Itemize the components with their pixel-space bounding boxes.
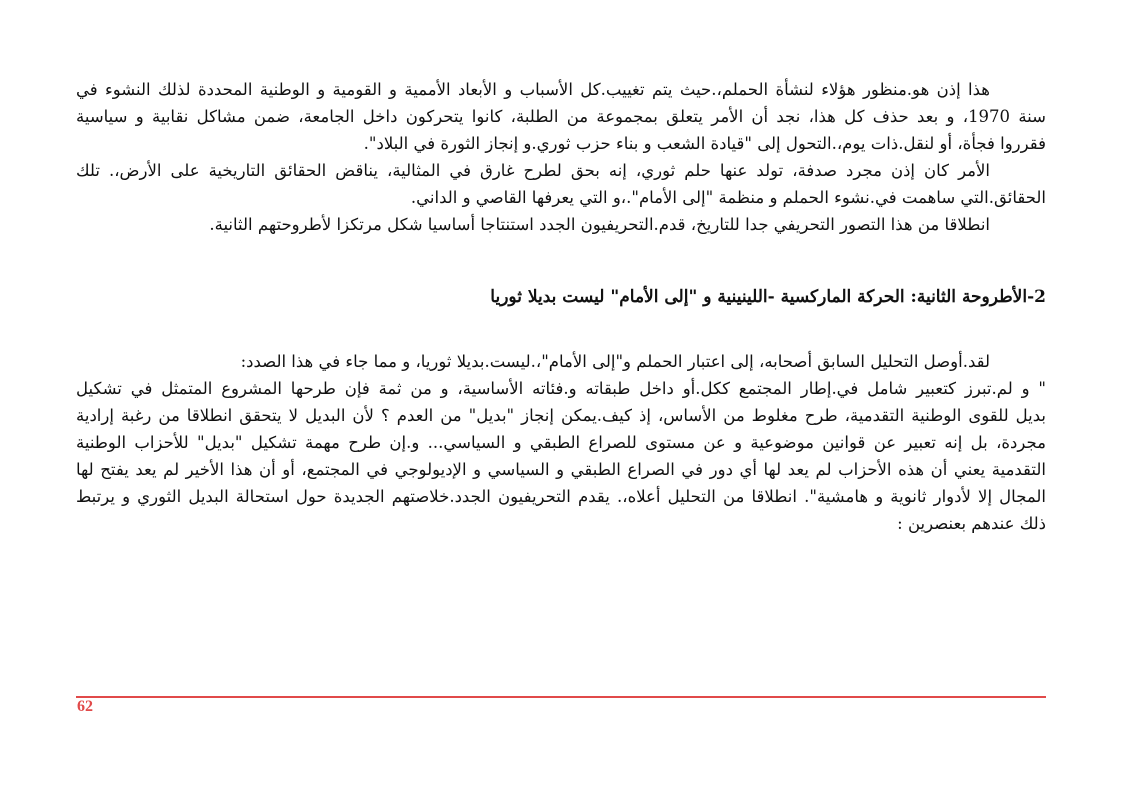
paragraph — [76, 211, 1046, 238]
section-heading-block — [76, 282, 1046, 312]
text-line: ذلك عندهم بعنصرين : — [897, 514, 1046, 533]
text-line: التقدمية يعني أن هذه الأحزاب لم يعد لها أي دور في الصراع الطبقي و السياسي و الإديولوجي في المجتمع، أو أن هذا الأخير لم يعد يفتح لها — [76, 460, 1046, 479]
page-number: 62 — [77, 698, 93, 715]
text-line: سنة 1970، و بعد حذف كل هذا، نجد أن الأمر يتعلق بمجموعة من الطلبة، كانوا يتحركون داخل الجامعة، ضمن مشاكل نقابية و سياسية — [76, 107, 1046, 126]
text-line: الحقائق.التي ساهمت في.نشوء الحملم و منظمة "إلى الأمام".،و التي يعرفها القاصي و الداني. — [410, 188, 1046, 207]
quote-paragraph — [76, 375, 1046, 537]
text-line: " و لم.تبرز كتعبير شامل في.إطار المجتمع ككل.أو داخل طبقاته و.فئاته الأساسية، و من ثمة فإن طرحها المشروع المتمثل في تشكيل — [76, 379, 1046, 398]
footer-divider — [76, 696, 1046, 698]
text-line: المجال إلا لأدوار ثانوية و هامشية". انطلاقا من التحليل أعلاه،. يقدم التحريفيون الجدد.خلاصتهم الجديدة حول استحالة البديل الثوري و يرتبط — [76, 487, 1046, 506]
document-page — [76, 76, 1046, 537]
section-heading: 2-الأطروحة الثانية: الحركة الماركسية -اللينينية و "إلى الأمام" ليست بديلا ثوريا — [490, 287, 1046, 307]
text-line: هذا إذن هو.منظور هؤلاء لنشأة الحملم،.حيث يتم تغييب.كل الأسباب و الأبعاد الأممية و القومية و الوطنية المحددة لذلك النشوء في — [76, 80, 990, 99]
text-line: انطلاقا من هذا التصور التحريفي جدا للتاريخ، قدم.التحريفيون الجدد استنتاجا أساسيا شكل مرتكزا لأطروحتهم الثانية. — [209, 215, 990, 234]
text-line: لقد.أوصل التحليل السابق أصحابه، إلى اعتبار الحملم و"إلى الأمام"،.ليست.بديلا ثوريا، و مما جاء في هذا الصدد: — [240, 352, 990, 371]
paragraph — [76, 76, 1046, 157]
text-line: الأمر كان إذن مجرد صدفة، تولد عنها حلم ثوري، إنه بحق لطرح غارق في المثالية، يناقض الحقائق التاريخية على الأرض،. تلك — [76, 161, 990, 180]
text-line: فقرروا فجأة، أو لنقل.ذات يوم،.التحول إلى "قيادة الشعب و بناء حزب ثوري.و إنجاز الثورة في البلاد". — [363, 134, 1046, 153]
paragraph — [76, 157, 1046, 211]
text-line: بديل للقوى الوطنية التقدمية، طرح مغلوط من الأساس، إذ كيف.يمكن إنجاز "بديل" من العدم ؟ لأن البديل لا يتحقق انطلاقا من رغبة إرادية — [76, 406, 1046, 425]
text-line: مجردة، بل إنه تعبير عن قوانين موضوعية و عن مستوى للصراع الطبقي و السياسي... و.إن طرح مهمة تشكيل "بديل" للأحزاب الوطنية — [76, 433, 1046, 452]
paragraph — [76, 348, 1046, 375]
